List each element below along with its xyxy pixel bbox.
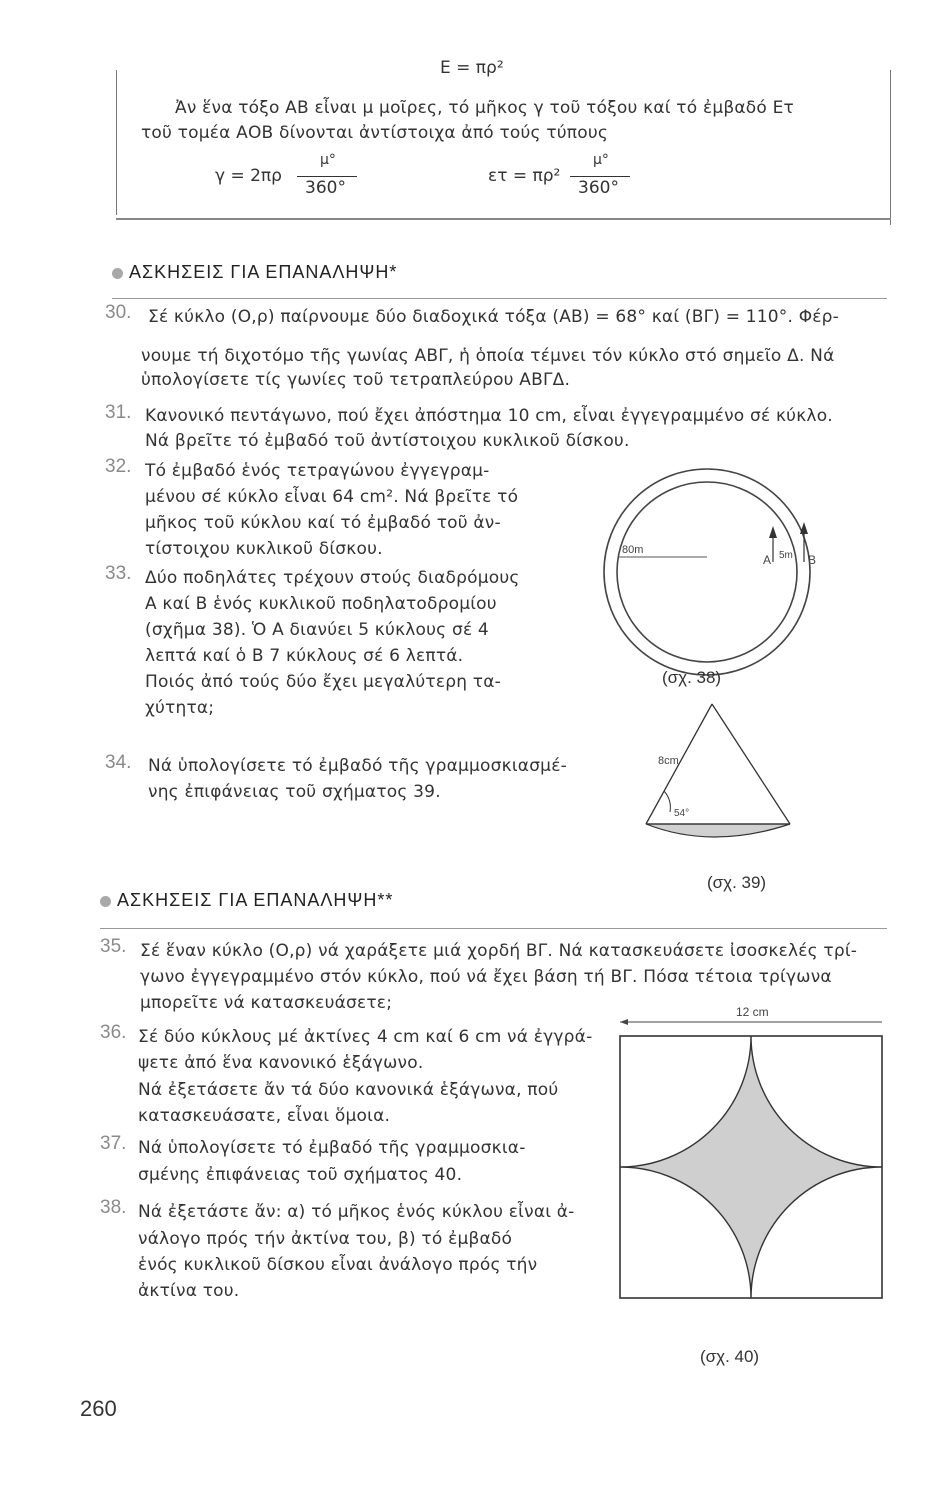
angle-arc [664,791,670,812]
exercise-number: 34. [105,752,132,773]
sector-formula-lhs: ετ = πρ² [488,166,561,186]
arc-fraction-bar [297,176,357,177]
exercise-38-line2: νάλογο πρός τήν ἀκτίνα του, β) τό ἐμβαδό [138,1229,513,1249]
exercise-36-line1: Σέ δύο κύκλους μέ ἀκτίνες 4 cm καί 6 cm νά ἐγγρά- [138,1027,593,1047]
exercise-37-line2: σμένης ἐπιφάνειας τοῦ σχήματος 40. [138,1165,463,1185]
figure-38-caption: (σχ. 38) [662,668,722,687]
exercise-38-line4: ἀκτίνα του. [138,1281,240,1301]
exercise-32-line1: Τό ἐμβαδό ἑνός τετραγώνου ἐγγεγραμ- [145,461,490,481]
exercise-30-line1: Σέ κύκλο (Ο,ρ) παίρνουμε δύο διαδοχικά τόξα (ΑΒ) = 68° καί (ΒΓ) = 110°. Φέρ- [148,307,839,327]
sector-fraction-den: 360° [578,178,619,198]
exercise-number: 38. [100,1197,127,1218]
box-border-left [116,70,117,215]
box-text-line2: τοῦ τομέα ΑΟΒ δίνονται ἀντίστοιχα ἀπό τούς τύπους [141,123,609,143]
gap-label: 5m [779,550,793,561]
exercise-31-line1: Κανονικό πεντάγωνο, πού ἔχει ἀπόστημα 10 cm, εἶναι ἐγγεγραμμένο σέ κύκλο. [145,406,833,426]
exercise-number: 31. [105,402,132,423]
exercise-37-line1: Νά ὑπολογίσετε τό ἐμβαδό τῆς γραμμοσκια- [138,1138,526,1158]
section-heading-2-text: ΑΣΚΗΣΕΙΣ ΓΙΑ ΕΠΑΝΑΛΗΨΗ** [117,890,394,910]
section-heading-2 [100,890,393,911]
exercise-33-line6: χύτητα; [145,698,215,718]
section-rule-2 [100,928,887,929]
width-label: 12 cm [736,1005,769,1019]
exercise-number: 36. [100,1022,127,1043]
sector-side-left [646,704,712,824]
arc-formula-lhs: γ = 2πρ [215,166,282,186]
side-label: 8cm [658,755,679,767]
radius-label: 80m [622,544,644,556]
exercise-33-line3: (σχῆμα 38). Ὁ Α διανύει 5 κύκλους σέ 4 [145,620,489,640]
box-border-bottom [116,218,891,220]
exercise-number: 30. [105,302,132,323]
exercise-number: 33. [105,563,132,584]
figure-39-sector [640,700,800,860]
area-formula: E = πρ² [440,58,504,78]
arc-length-formula [215,152,415,200]
exercise-33-line4: λεπτά καί ὁ Β 7 κύκλους σέ 6 λεπτά. [145,646,464,666]
track-inner-circle [617,482,797,662]
exercise-30-line2: νουμε τή διχοτόμο τῆς γωνίας ΑΒΓ, ἡ ὁποία τέμνει τόν κύκλο στό σημεῖο Δ. Νά [141,346,835,366]
arc-fraction-num: μ° [320,152,336,168]
section-heading-1 [112,262,397,283]
exercise-33-line1: Δύο ποδηλάτες τρέχουν στούς διαδρόμους [145,568,520,588]
arc-fraction-den: 360° [305,178,346,198]
sector-area-formula [488,152,688,200]
exercise-34-line1: Νά ὑπολογίσετε τό ἐμβαδό τῆς γραμμοσκιασμέ- [148,756,567,776]
sector-side-right [712,704,790,824]
sector-fraction-num: μ° [593,152,609,168]
exercise-number: 37. [100,1133,127,1154]
exercise-32-line4: τίστοιχου κυκλικοῦ δίσκου. [145,539,383,559]
exercise-number: 35. [100,936,127,957]
figure-38-track [590,462,830,702]
exercise-34-line2: νης ἐπιφάνειας τοῦ σχήματος 39. [148,782,441,802]
arrow-b-head [800,522,808,534]
sector-fraction-bar [570,176,630,177]
exercise-30-line3: ὑπολογίσετε τίς γωνίες τοῦ τετραπλεύρου ΑΒΓΔ. [141,370,571,390]
exercise-35-line3: μπορεῖτε νά κατασκευάσετε; [140,993,393,1013]
section-heading-1-text: ΑΣΚΗΣΕΙΣ ΓΙΑ ΕΠΑΝΑΛΗΨΗ* [129,262,398,282]
figure-39-caption: (σχ. 39) [707,873,767,892]
exercise-36-line2: ψετε ἀπό ἕνα κανονικό ἑξάγωνο. [138,1053,424,1073]
exercise-31-line2: Νά βρεῖτε τό ἐμβαδό τοῦ ἀντίστοιχου κυκλικοῦ δίσκου. [145,431,630,451]
exercise-32-line3: μῆκος τοῦ κύκλου καί τό ἐμβαδό τοῦ ἀν- [145,513,501,533]
exercise-36-line4: κατασκευάσατε, εἶναι ὅμοια. [138,1106,391,1126]
figure-40-caption: (σχ. 40) [700,1347,760,1366]
exercise-38-line1: Νά ἐξετάστε ἄν: α) τό μῆκος ἑνός κύκλου εἶναι ἀ- [138,1202,575,1222]
exercise-number: 32. [105,456,132,477]
exercise-33-line2: Α καί Β ἑνός κυκλικοῦ ποδηλατοδρομίου [145,594,497,614]
page-number: 260 [80,1396,117,1421]
exercise-38-line3: ἑνός κυκλικοῦ δίσκου εἶναι ἀνάλογο πρός τήν [138,1255,538,1275]
exercise-33-line5: Ποιός ἀπό τούς δύο ἔχει μεγαλύτερη τα- [145,672,501,692]
width-arrow-left [620,1019,628,1025]
figure-40-square [612,1000,902,1320]
arrow-a-head [769,526,777,538]
exercise-36-line3: Νά ἐξετάσετε ἄν τά δύο κανονικά ἑξάγωνα, πού [138,1080,559,1100]
bullet-icon [112,268,123,279]
box-border-right [890,70,891,225]
exercise-35-line2: γωνο ἐγγεγραμμένο στόν κύκλο, πού νά ἔχει βάση τή ΒΓ. Πόσα τέτοια τρίγωνα [140,967,832,987]
bullet-icon [100,896,111,907]
section-rule-1 [112,298,887,299]
track-outer-circle [604,469,810,675]
shaded-segment [646,824,790,837]
box-text-line1: Ἀν ἕνα τόξο ΑΒ εἶναι μ μοῖρες, τό μῆκος γ τοῦ τόξου καί τό ἐμβαδό Eτ [175,98,794,118]
exercise-32-line2: μένου σέ κύκλο εἶναι 64 cm². Νά βρεῖτε τό [145,487,519,507]
exercise-35-line1: Σέ ἕναν κύκλο (Ο,ρ) νά χαράξετε μιά χορδή ΒΓ. Νά κατασκευάσετε ἰσοσκελές τρί- [140,941,858,961]
label-a: Α [763,553,772,567]
label-b: Β [808,553,817,567]
angle-label: 54° [674,808,690,819]
